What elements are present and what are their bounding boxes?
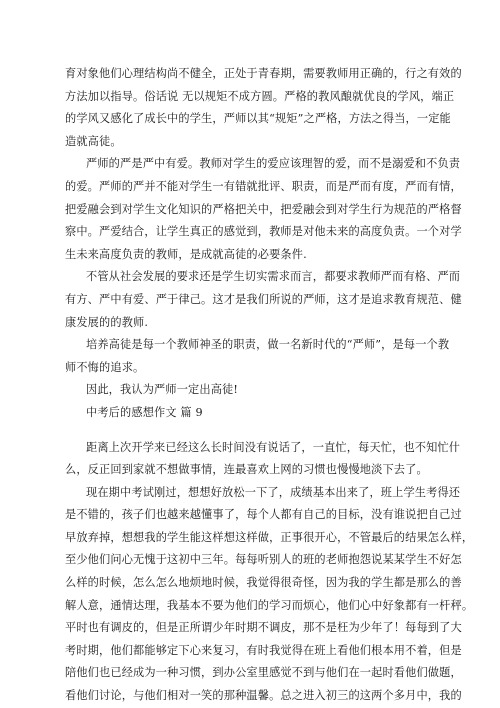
text-line: 平时也有调皮的，但是正所谓少年时期不调皮，那不是枉为少年了！每每到了大 <box>65 621 462 635</box>
text-line: 把爱融会到对学生文化知识的严格把关中，把爱融会到对学生行为规范的严格督 <box>65 202 462 216</box>
text-line: 早放弃掉，想想我的学生能这样想这样做，正事很开心，不管最后的结果怎么样， <box>65 530 474 544</box>
text-line: 看他们讨论，与他们相对一笑的那种温馨。总之进入初三的这两个多月中，我的 <box>65 689 462 703</box>
text-line: 有方、严中有爱、严于律己。这才是我们所说的严师，这才是追求教育规范、健 <box>65 292 462 306</box>
text-line: 造就高徒。 <box>65 134 122 148</box>
text-line: 察中。严爱结合，让学生真正的感觉到，教师是对他未来的高度负责。一个对学 <box>65 225 462 239</box>
text-line: 么，反正回到家就不想做事情，连最喜欢上网的习惯也慢慢地淡下去了。 <box>65 463 428 477</box>
text-line: 的爱。严师的严并不能对学生一有错就批评、职责，而是严而有度，严而有情， <box>65 179 462 193</box>
paragraph-midterm <box>65 482 474 708</box>
text-line: 康发展的的教师. <box>65 315 149 329</box>
essay-heading: 中考后的感想作文 篇 9 <box>86 405 203 419</box>
paragraph-strict-love <box>65 153 462 266</box>
text-line: 生未来高度负责的教师，是成就高徒的必要条件. <box>65 247 307 261</box>
text-line: 距离上次开学来已经这么长时间没有说话了，一直忙，每天忙，也不知忙什 <box>86 440 461 454</box>
text-line: 方法加以指导。俗话说 无以规矩不成方圆。严格的教风酿就优良的学风，端正 <box>65 89 455 103</box>
text-line: 是不错的，孩子们也越来越懂事了，每个人都有自己的目标，没有谁说把自己过 <box>65 508 462 522</box>
text-line: 至少他们问心无愧于这初中三年。每每听别人的班的老师抱怨说某某学生不好怎 <box>65 553 462 567</box>
text-line: 不管从社会发展的要求还是学生切实需求而言，都要求教师严而有格、严而 <box>86 270 461 284</box>
paragraph-continuation <box>65 63 462 153</box>
text-line: 现在期中考试刚过，想想好放松一下了，成绩基本出来了，班上学生考得还 <box>86 485 461 499</box>
paragraph-social-demand <box>65 266 462 334</box>
paragraph-conclusion: 因此，我认为严师一定出高徒! <box>86 383 239 397</box>
text-line: 考时期，他们都能够定下心来复习，有时我觉得在班上看他们根本用不着，但是 <box>65 643 462 657</box>
text-line: 育对象他们心理结构尚不健全，正处于青春期，需要教师用正确的，行之有效的 <box>65 67 462 80</box>
text-line: 严师的严是严中有爱。教师对学生的爱应该理智的爱，而不是溺爱和不负责 <box>86 157 461 171</box>
text-line: 解人意，通情达理，我基本不要为他们的学习而烦心，他们心中好象都有一杆秤。 <box>65 598 474 612</box>
paragraph-since-school-start <box>65 437 461 482</box>
document-body <box>65 63 474 708</box>
text-line: 的学风又感化了成长中的学生，严师以其“规矩”之严格，方法之得当，一定能 <box>65 112 451 126</box>
text-line: 师不悔的追求。 <box>65 360 145 374</box>
text-line: 么样的时候，怎么怎么地烦地时候，我觉得很奇怪，因为我的学生都是那么的善 <box>65 576 462 590</box>
text-line: 培养高徒是每一个教师神圣的职责，做一名新时代的“严师”，是每一个教 <box>86 338 450 352</box>
spacer <box>65 425 440 437</box>
paragraph-duty <box>65 334 450 379</box>
text-line: 陪他们也已经成为一种习惯，到办公室里感觉不到与他们在一起时看他们做题， <box>65 666 462 680</box>
